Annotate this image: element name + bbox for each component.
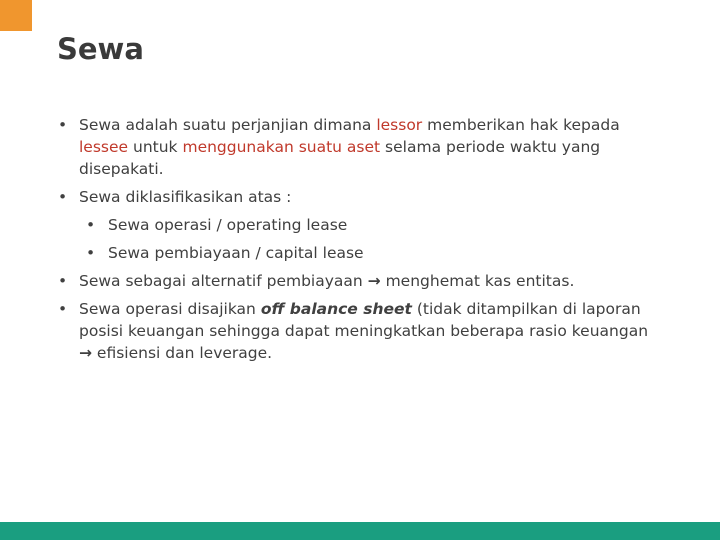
bullet-icon: • [58, 272, 68, 290]
sub-bullet-operating-lease: • Sewa operasi / operating lease [86, 216, 348, 234]
bullet-icon: • [58, 300, 68, 318]
term-lessee: lessee [79, 138, 129, 156]
slide-title: Sewa [57, 32, 144, 66]
arrow-right-icon: → [367, 272, 381, 290]
bullet-item-classification: • Sewa diklasifikasikan atas : [58, 188, 292, 206]
footer-bar [0, 522, 720, 540]
term-off-balance-sheet: off balance sheet [260, 300, 412, 318]
bullet-item-off-balance-sheet: • Sewa operasi disajikan off balance sheet (tidak ditampilkan di laporan posisi keuangan sehingga dapat meningkatkan beberapa rasio keuangan → efisiensi dan leverage. [58, 300, 649, 362]
bullet-item-financing-alternative: • Sewa sebagai alternatif pembiayaan → menghemat kas entitas. [58, 272, 575, 290]
sub-bullet-capital-lease: • Sewa pembiayaan / capital lease [86, 244, 364, 262]
bullet-item-definition: • Sewa adalah suatu perjanjian dimana lessor memberikan hak kepada lessee untuk menggunakan suatu aset selama periode waktu yang disepakati. [58, 116, 620, 178]
term-use-asset: menggunakan suatu aset [182, 138, 381, 156]
bullet-icon: • [58, 188, 68, 206]
term-lessor: lessor [376, 116, 423, 134]
bullet-icon: • [86, 244, 96, 262]
bullet-list [58, 114, 658, 364]
bullet-icon: • [58, 116, 68, 134]
arrow-right-icon: → [79, 344, 92, 362]
corner-accent [0, 0, 32, 31]
bullet-icon: • [86, 216, 96, 234]
